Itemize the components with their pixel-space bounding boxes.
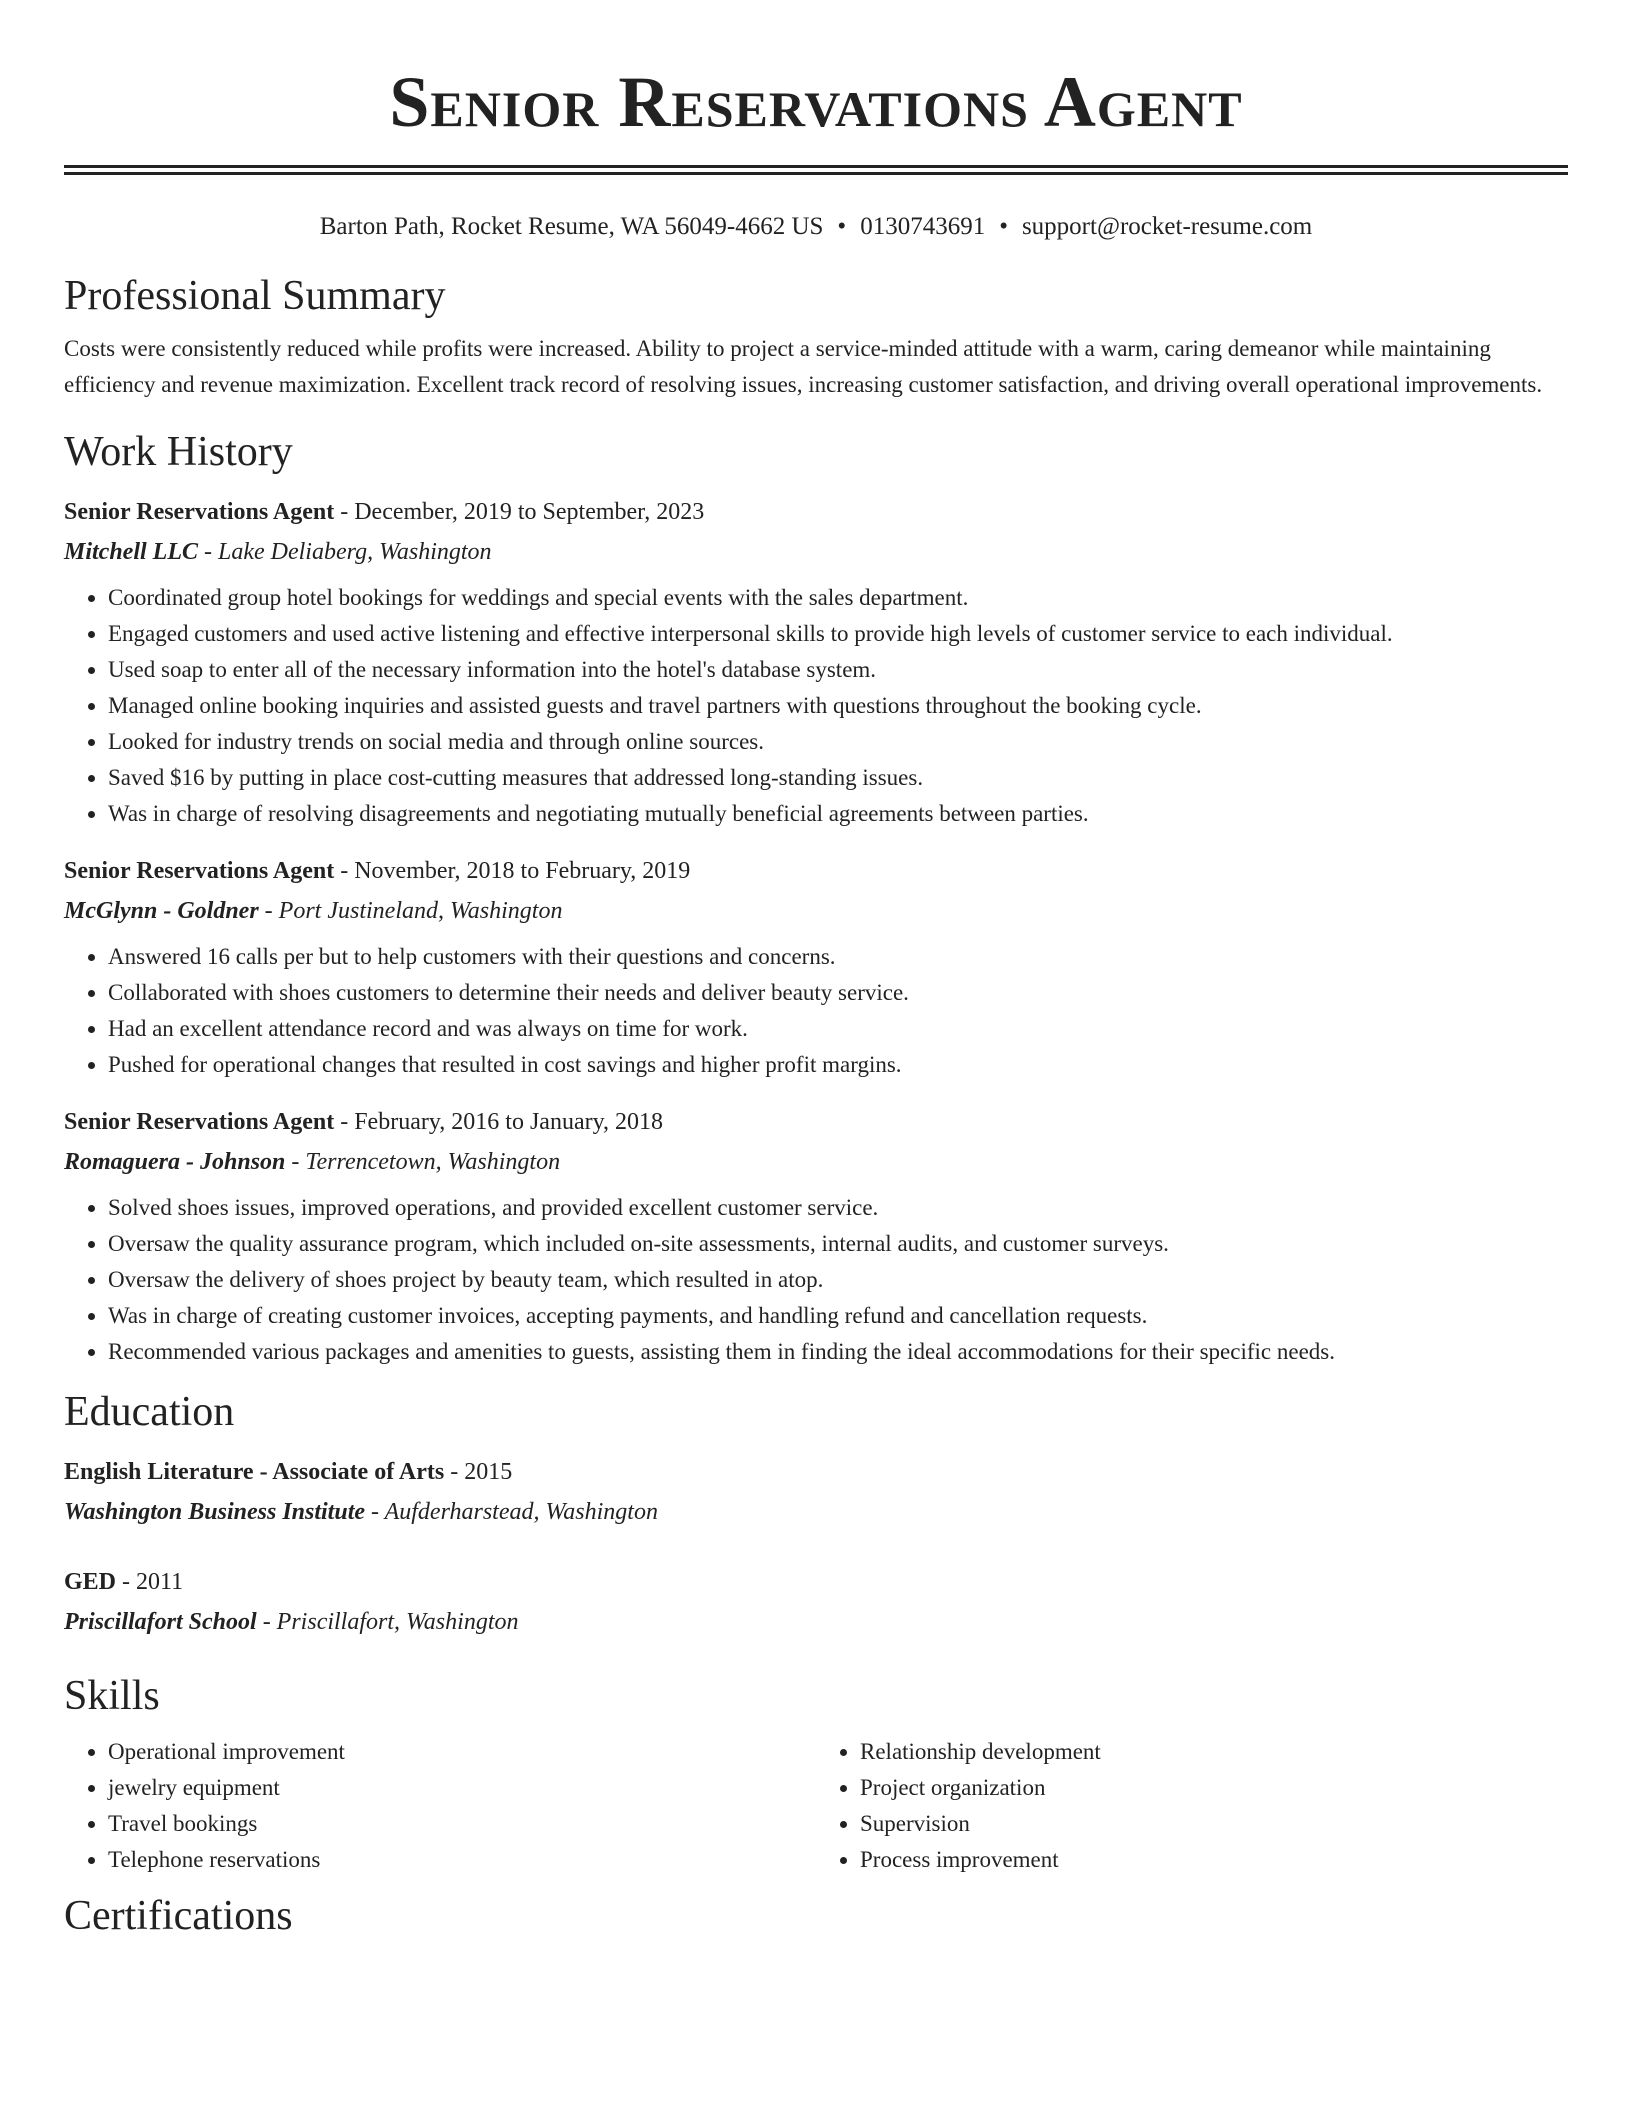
- contact-email: support@rocket-resume.com: [1021, 213, 1313, 240]
- list-item: • Looked for industry trends on social media and through online sources.: [108, 724, 1568, 760]
- list-item: • Relationship development: [860, 1734, 1568, 1770]
- education-degree-line: [64, 1452, 1568, 1492]
- section-heading-summary: Professional Summary: [64, 273, 446, 319]
- skills-column-right: [816, 1734, 1568, 1878]
- education-entry: [64, 1452, 1568, 1532]
- list-item: • Travel bookings: [108, 1806, 816, 1842]
- list-item: • Was in charge of creating customer invoices, accepting payments, and handling refund and cancellation requests.: [108, 1298, 1568, 1334]
- list-item: • Project organization: [860, 1770, 1568, 1806]
- list-item: • Recommended various packages and amenities to guests, assisting them in finding the ideal accommodations for their specific needs.: [108, 1334, 1568, 1370]
- job-entry: [64, 492, 1568, 832]
- job-company: Romaguera - Johnson: [64, 1149, 286, 1175]
- job-org-line: [64, 891, 1568, 931]
- job-bullets: [64, 939, 1568, 1083]
- job-role-line: [64, 851, 1568, 891]
- job-dates: - November, 2018 to February, 2019: [334, 858, 691, 884]
- education-location: - Aufderharstead, Washington: [365, 1499, 658, 1525]
- list-item: • Solved shoes issues, improved operations, and provided excellent customer service.: [108, 1190, 1568, 1226]
- education-school: Washington Business Institute: [64, 1499, 366, 1525]
- education-year: - 2015: [444, 1459, 513, 1485]
- list-item: • Process improvement: [860, 1842, 1568, 1878]
- contact-address: Barton Path, Rocket Resume, WA 56049-4662 US: [319, 213, 824, 240]
- skills-column-left: [64, 1734, 816, 1878]
- job-org-line: [64, 532, 1568, 572]
- list-item: • Oversaw the quality assurance program, which included on-site assessments, internal audits, and customer surveys.: [108, 1226, 1568, 1262]
- list-item: • Pushed for operational changes that resulted in cost savings and higher profit margins.: [108, 1047, 1568, 1083]
- education-location: - Priscillafort, Washington: [256, 1609, 519, 1635]
- job-location: - Terrencetown, Washington: [285, 1149, 561, 1175]
- list-item: • Answered 16 calls per but to help customers with their questions and concerns.: [108, 939, 1568, 975]
- job-role-line: [64, 492, 1568, 532]
- list-item: • Collaborated with shoes customers to determine their needs and deliver beauty service.: [108, 975, 1568, 1011]
- job-title: Senior Reservations Agent: [64, 499, 335, 525]
- section-heading-certifications: Certifications: [64, 1893, 293, 1939]
- job-entry: [64, 851, 1568, 1083]
- education-degree-line: [64, 1562, 1568, 1602]
- list-item: • Had an excellent attendance record and was always on time for work.: [108, 1011, 1568, 1047]
- education-year: - 2011: [116, 1569, 184, 1595]
- list-item: • Oversaw the delivery of shoes project by beauty team, which resulted in atop.: [108, 1262, 1568, 1298]
- education-school: Priscillafort School: [64, 1609, 257, 1635]
- summary-text: Costs were consistently reduced while profits were increased. Ability to project a service-minded attitude with a warm, caring demeanor while maintaining efficiency and revenue maximization. Excellent track record of resolving issues, increasing customer satisfaction, and driving overall operational improvements.: [64, 336, 1543, 397]
- job-bullets: [64, 580, 1568, 832]
- skills-columns: [64, 1734, 1568, 1878]
- list-item: • Saved $16 by putting in place cost-cutting measures that addressed long-standing issues.: [108, 760, 1568, 796]
- education-degree: GED: [64, 1569, 117, 1595]
- job-dates: - December, 2019 to September, 2023: [334, 499, 705, 525]
- list-item: • Telephone reservations: [108, 1842, 816, 1878]
- education-degree: English Literature - Associate of Arts: [64, 1459, 445, 1485]
- education-entry: [64, 1562, 1568, 1642]
- section-heading-skills: Skills: [64, 1673, 160, 1719]
- list-item: • Engaged customers and used active listening and effective interpersonal skills to provide high levels of customer service to each individual.: [108, 616, 1568, 652]
- title-double-rule: [64, 165, 1568, 175]
- list-item: • Operational improvement: [108, 1734, 816, 1770]
- list-item: • Coordinated group hotel bookings for weddings and special events with the sales department.: [108, 580, 1568, 616]
- job-title: Senior Reservations Agent: [64, 858, 335, 884]
- job-entry: [64, 1102, 1568, 1370]
- job-dates: - February, 2016 to January, 2018: [334, 1109, 664, 1135]
- section-heading-education: Education: [64, 1389, 235, 1435]
- contact-separator: •: [999, 213, 1008, 240]
- list-item: • Supervision: [860, 1806, 1568, 1842]
- contact-line: [64, 211, 1568, 243]
- contact-separator: •: [837, 213, 847, 240]
- job-company: Mitchell LLC: [64, 539, 198, 565]
- job-title: Senior Reservations Agent: [64, 1109, 335, 1135]
- education-school-line: [64, 1492, 1568, 1532]
- job-location: - Port Justineland, Washington: [258, 898, 563, 924]
- list-item: • Managed online booking inquiries and assisted guests and travel partners with questions throughout the booking cycle.: [108, 688, 1568, 724]
- list-item: • jewelry equipment: [108, 1770, 816, 1806]
- job-location: - Lake Deliaberg, Washington: [198, 539, 492, 565]
- list-item: • Used soap to enter all of the necessary information into the hotel's database system.: [108, 652, 1568, 688]
- job-bullets: [64, 1190, 1568, 1370]
- contact-phone: 0130743691: [860, 213, 986, 240]
- education-school-line: [64, 1602, 1568, 1642]
- resume-title: Senior Reservations Agent: [389, 62, 1243, 142]
- job-org-line: [64, 1142, 1568, 1182]
- list-item: • Was in charge of resolving disagreements and negotiating mutually beneficial agreements between parties.: [108, 796, 1568, 832]
- job-role-line: [64, 1102, 1568, 1142]
- job-company: McGlynn - Goldner: [64, 898, 259, 924]
- section-heading-work-history: Work History: [64, 429, 293, 475]
